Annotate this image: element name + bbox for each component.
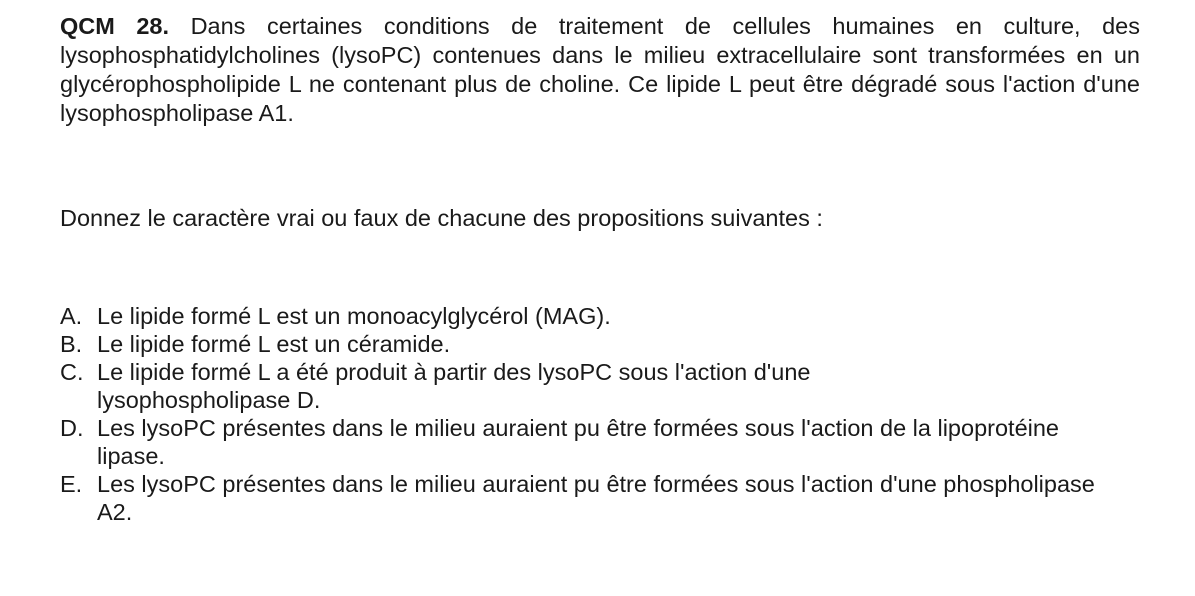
proposition-list — [60, 302, 1140, 526]
question-label: QCM 28. — [60, 13, 170, 39]
proposition-letter: E. — [60, 471, 83, 497]
proposition-text: Le lipide formé L est un monoacylglycérol (MAG). — [97, 303, 611, 329]
proposition-text: Le lipide formé L a été produit à partir des lysoPC sous l'action d'une lysophospholipase D. — [97, 359, 811, 413]
proposition-letter: C. — [60, 359, 84, 385]
proposition-letter: B. — [60, 331, 83, 357]
proposition-letter: D. — [60, 415, 84, 441]
proposition-a — [60, 302, 1140, 330]
proposition-letter: A. — [60, 303, 83, 329]
proposition-c — [60, 358, 1140, 414]
proposition-d — [60, 414, 1140, 470]
proposition-text: Les lysoPC présentes dans le milieu auraient pu être formées sous l'action d'une phospholipase A2. — [97, 471, 1095, 525]
proposition-b — [60, 330, 1140, 358]
question-instruction: Donnez le caractère vrai ou faux de chacune des propositions suivantes : — [60, 205, 823, 231]
proposition-text: Les lysoPC présentes dans le milieu auraient pu être formées sous l'action de la lipoprotéine lipase. — [97, 415, 1059, 469]
proposition-text: Le lipide formé L est un céramide. — [97, 331, 451, 357]
proposition-e — [60, 470, 1140, 526]
question-statement — [60, 12, 1140, 128]
question-text: Dans certaines conditions de traitement de cellules humaines en culture, des lysophosphatidylcholines (lysoPC) contenues dans le milieu extracellulaire sont transformées en un glycérophospholipide L ne contenant plus de choline. Ce lipide L peut être dégradé sous l'action d'une lysophospholipase A1. — [60, 13, 1140, 126]
